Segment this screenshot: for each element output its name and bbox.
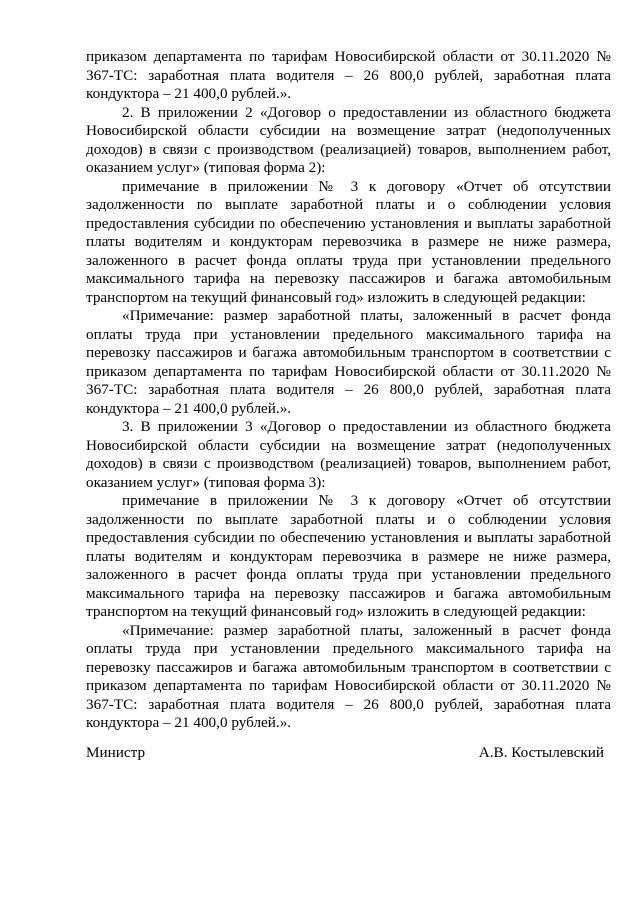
paragraph-note-intro-3: примечание в приложении № 3 к договору «Отчет об отсутствии задолженности по выплате заработной платы и о соблюдении условия предоставления субсидии по обеспечению установления и выплаты заработной платы водителям и кондукторам перевозчика в размере не ниже размера, заложенного в расчет фонда оплаты труда при установлении предельного максимального тарифа на перевозку пассажиров и багажа автомобильным транспортом на текущий финансовый год» изложить в следующей редакции: — [86, 492, 611, 620]
paragraph-item-2: 2. В приложении 2 «Договор о предоставлении из областного бюджета Новосибирской области субсидии на возмещение затрат (недополученных доходов) в связи с производством (реализацией) товаров, выполнением работ, оказанием услуг» (типовая форма 2): — [86, 103, 611, 176]
signature-block — [86, 744, 604, 763]
paragraph-note-intro-2: примечание в приложении № 3 к договору «Отчет об отсутствии задолженности по выплате заработной платы и о соблюдении условия предоставления субсидии по обеспечению установления и выплаты заработной платы водителям и кондукторам перевозчика в размере не ниже размера, заложенного в расчет фонда оплаты труда при установлении предельного максимального тарифа на перевозку пассажиров и багажа автомобильным транспортом на текущий финансовый год» изложить в следующей редакции: — [86, 177, 611, 306]
signatory-name: А.В. Костылевский — [478, 744, 604, 761]
signatory-position: Министр — [86, 744, 146, 761]
paragraph-note-text-3: «Примечание: размер заработной платы, заложенный в расчет фонда оплаты труда при установлении предельного максимального тарифа на перевозку пассажиров и багажа автомобильным транспортом в соответствии с приказом департамента по тарифам Новосибирской области от 30.11.2020 № 367-ТС: заработная плата водителя – 26 800,0 рублей, заработная плата кондуктора – 21 400,0 рублей.». — [86, 621, 611, 731]
paragraph-item-3: 3. В приложении 3 «Договор о предоставлении из областного бюджета Новосибирской области субсидии на возмещение затрат (недополученных доходов) в связи с производством (реализацией) товаров, выполнением работ, оказанием услуг» (типовая форма 3): — [86, 418, 611, 491]
paragraph-note-text-2: «Примечание: размер заработной платы, заложенный в расчет фонда оплаты труда при установлении предельного максимального тарифа на перевозку пассажиров и багажа автомобильным транспортом в соответствии с приказом департамента по тарифам Новосибирской области от 30.11.2020 № 367-ТС: заработная плата водителя – 26 800,0 рублей, заработная плата кондуктора – 21 400,0 рублей.». — [86, 307, 611, 417]
paragraph-continuation: приказом департамента по тарифам Новосибирской области от 30.11.2020 № 367-ТС: заработная плата водителя – 26 800,0 рублей, заработная плата кондуктора – 21 400,0 рублей.». — [86, 48, 611, 102]
document-body — [86, 48, 611, 733]
